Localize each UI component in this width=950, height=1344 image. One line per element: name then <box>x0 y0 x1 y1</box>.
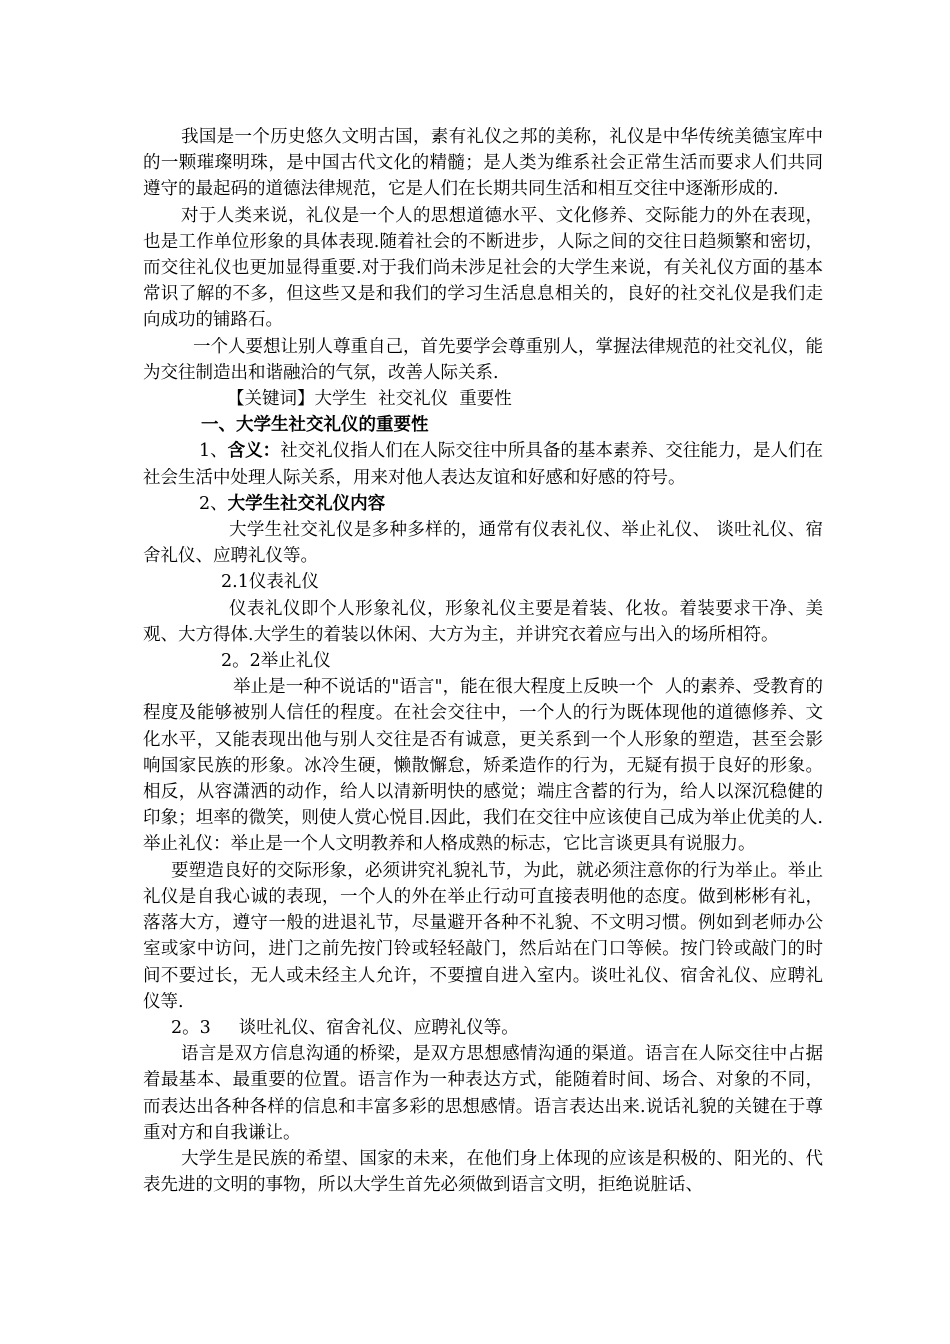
paragraph-intro: 我国是一个历史悠久文明古国，素有礼仪之邦的美称，礼仪是中华传统美德宝库中的一颗璀璨明珠，是中国古代文化的精髓；是人类为维系社会正常生活而要求人们共同遵守的最起码的道德法律规范，它是人们在长期共同生活和相互交往中逐渐形成的. <box>143 127 823 200</box>
subheading-2-3-text: 谈吐礼仪、宿舍礼仪、应聘礼仪等。 <box>238 1017 519 1038</box>
heading-2-number: 2、 <box>199 493 228 514</box>
subheading-2-2: 2。2举止礼仪 <box>221 651 331 672</box>
paragraph-students: 大学生是民族的希望、国家的未来，在他们身上体现的应该是积极的、阳光的、代表先进的文明的事物，所以大学生首先必须做到语言文明，拒绝说脏话、 <box>143 1148 823 1196</box>
definition-paragraph <box>143 438 823 490</box>
section-heading-2 <box>143 491 823 517</box>
definition-number: 1、 <box>199 441 228 462</box>
section-heading-1: 一、大学生社交礼仪的重要性 <box>201 415 429 436</box>
paragraph-content: 大学生社交礼仪是多种多样的，通常有仪表礼仪、举止礼仪、 谈吐礼仪、宿舍礼仪、应聘礼仪等。 <box>143 520 823 567</box>
paragraph-appearance: 仪表礼仪即个人形象礼仪，形象礼仪主要是着装、化妆。着装要求干净、美观、大方得体.大学生的着装以休闲、大方为主，并讲究衣着应与出入的场所相符。 <box>143 598 823 645</box>
definition-label: 含义： <box>227 441 281 462</box>
subheading-2-1: 2.1仪表礼仪 <box>221 572 319 593</box>
keywords-line: 【关键词】大学生 社交礼仪 重要性 <box>227 389 512 410</box>
paragraph-behavior-2: 要塑造良好的交际形象，必须讲究礼貌礼节，为此，就必须注意你的行为举止。举止礼仪是自我心诚的表现，一个人的外在举止行动可直接表明他的态度。做到彬彬有礼，落落大方，遵守一般的进退礼节，尽量避开各种不礼貌、不文明习惯。例如到老师办公室或家中访问，进门之前先按门铃或轻轻敲门，然后站在门口等候。按门铃或敲门的时间不要过长，无人或未经主人允许，不要擅自进入室内。谈吐礼仪、宿舍礼仪、应聘礼仪等. <box>143 860 823 1012</box>
paragraph-respect: 一个人要想让别人尊重自己，首先要学会尊重别人，掌握法律规范的社交礼仪，能为交往制造出和谐融洽的气氛，改善人际关系. <box>143 336 823 383</box>
document-body <box>143 124 840 1198</box>
subheading-2-3-number: 2。3 <box>171 1017 211 1038</box>
subheading-2-3 <box>143 1015 823 1041</box>
paragraph-behavior: 举止是一种不说话的"语言"，能在很大程度上反映一个 人的素养、受教育的程度及能够被别人信任的程度。在社会交往中，一个人的行为既体现他的道德修养、文化水平，又能表现出他与别人交往是否有诚意，更关系到一个人形象的塑造，甚至会影响国家民族的形象。冰冷生硬，懒散懈怠，矫柔造作的行为，无疑有损于良好的形象。相反，从容潇洒的动作，给人以清新明快的感觉；端庄含蓄的行为，给人以深沉稳健的印象；坦率的微笑，则使人赏心悦目.因此，我们在交往中应该使自己成为举止优美的人. 举止礼仪：举止是一个人文明教养和人格成熟的标志，它比言谈更具有说服力。 <box>143 677 840 855</box>
paragraph-human: 对于人类来说，礼仪是一个人的思想道德水平、文化修养、交际能力的外在表现，也是工作单位形象的具体表现.随着社会的不断进步，人际之间的交往日趋频繁和密切，而交往礼仪也更加显得重要.对于我们尚未涉足社会的大学生来说，有关礼仪方面的基本常识了解的不多，但这些又是和我们的学习生活息息相关的，良好的社交礼仪是我们走向成功的铺路石。 <box>143 205 823 331</box>
heading-2-label: 大学生社交礼仪内容 <box>227 493 386 514</box>
definition-text: 社交礼仪指人们在人际交往中所具备的基本素养、交往能力，是人们在社会生活中处理人际关系，用来对他人表达友谊和好感和好感的符号。 <box>143 441 823 488</box>
paragraph-language: 语言是双方信息沟通的桥梁，是双方思想感情沟通的渠道。语言在人际交往中占据着最基本、最重要的位置。语言作为一种表达方式，能随着时间、场合、对象的不同，而表达出各种各样的信息和丰富多彩的思想感情。语言表达出来.说话礼貌的关键在于尊重对方和自我谦让。 <box>143 1044 823 1143</box>
